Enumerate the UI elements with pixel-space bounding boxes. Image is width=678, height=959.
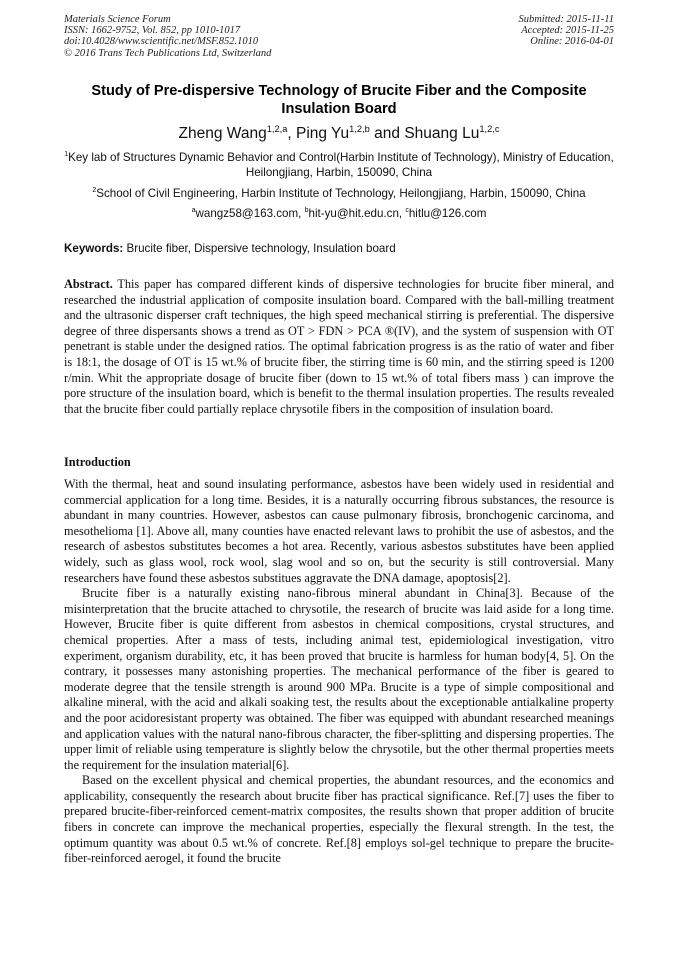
affiliation-2	[64, 186, 614, 201]
issn-line: ISSN: 1662-9752, Vol. 852, pp 1010-1017	[64, 25, 241, 37]
journal-header-left	[64, 14, 271, 59]
author-separator: ,	[287, 125, 296, 142]
paragraph: Based on the excellent physical and chemical properties, the abundant resources, and the economics and applicability, consequently the research about brucite fiber has practical significance. Ref.[7] uses the fiber to prepared brucite-fiber-reinforced cement-matrix composites, the results shown that proper addition of brucite fibers in concrete can improve the mechanical properties, especially the flexural strength. In the test, the optimum quantity was about 0.5 wt.% of concrete. Ref.[8] employs sol-gel technique to prepare the brucite-fiber-reinforced aerogel, it found the brucite	[64, 773, 614, 866]
author-affiliation-mark: 1,2,c	[479, 123, 500, 134]
doi-line: doi:10.4028/www.scientific.net/MSF.852.1010	[64, 36, 259, 48]
affiliation-mark: 2	[92, 187, 97, 195]
author-emails	[64, 206, 614, 221]
affiliation-text: Key lab of Structures Dynamic Behavior and Control(Harbin Institute of Technology), Ministry of Education, Heilongjiang, Harbin, 150090, China	[68, 151, 614, 179]
keywords-line	[64, 241, 614, 256]
email-link[interactable]: wangz58@163.com	[195, 207, 299, 220]
accepted-date: Accepted: 2015-11-25	[521, 25, 614, 37]
journal-header-right	[518, 14, 614, 48]
author-separator: and	[369, 125, 405, 142]
email-mark: a	[191, 207, 196, 215]
email-separator: ,	[398, 207, 406, 220]
paragraph: Brucite fiber is a naturally existing nano-fibrous mineral abundant in China[3]. Because of the misinterpretation that the brucite attached to chrysotile, the research of brucite was laid aside for a long time. However, Brucite fiber is quite different from asbestos in chemical compositions, crystal structures, and chemical properties. After a mass of tests, including animal test, epidemiological investigation, vitro experiment, organism durability, etc, it has been proved that brucite is harmless for human body[4, 5]. On the contrary, it possesses many astonishing properties. The mechanical performance of the fiber is geared to moderate degree that the tensile strength is around 900 MPa. Brucite is a type of simple compositional and alkaline mineral, with the acid and alkali soaking test, the results about the exceptionable antialkaline property and the poor acidoresistant property was obtained. The fiber was equipped with abundant researched meanings and application values with the natural nano-fibrous character, the fiber-splitting and dispersing properties. The upper limit of reliable using temperature is slightly below the chrysotile, but the other thermal properties meets the requirement for the insulation material[6].	[64, 586, 614, 772]
copyright-line: © 2016 Trans Tech Publications Ltd, Switzerland	[64, 47, 272, 59]
abstract	[64, 277, 614, 417]
email-link[interactable]: hit-yu@hit.edu.cn	[308, 207, 399, 220]
author-list	[64, 124, 614, 143]
email-separator: ,	[298, 207, 305, 220]
author-name: Ping Yu	[296, 125, 350, 142]
author-affiliation-mark: 1,2,b	[349, 123, 370, 134]
keywords-text: Brucite fiber, Dispersive technology, Insulation board	[126, 242, 396, 255]
submitted-date: Submitted: 2015-11-11	[518, 14, 614, 25]
email-mark: c	[405, 207, 409, 215]
author-affiliation-mark: 1,2,a	[266, 123, 288, 134]
section-heading-introduction: Introduction	[64, 455, 131, 469]
introduction-body	[64, 477, 614, 867]
affiliation-mark: 1	[64, 151, 69, 159]
paragraph: With the thermal, heat and sound insulating performance, asbestos have been widely used in residential and commercial application for a long time. Besides, it is a naturally occurring fibrous substances, the resource is abundant in many countries. However, asbestos can cause pulmonary fibrosis, bronchogenic carcinoma, and mesothelioma [1]. Above all, many counties have enacted relevant laws to prohibit the use of asbestos, and the research of asbestos substitutes becomes a hot area. Recently, various asbestos substitutes have been applied widely, such as glass wool, rock wool, slag wool and so on, but the security is still controversial. Many researchers have found these asbestos substitues aggravate the DNA damage, apoptosis[2].	[64, 477, 614, 585]
abstract-text: This paper has compared different kinds of dispersive technologies for brucite fiber mineral, and researched the industrial application of composite insulation board. Compared with the ball-milling treatment and the ultrasonic disperser craft techniques, the high speed mechanical stirring is preferential. The dispersive degree of three dispersants shows a trend as OT > FDN > PCA ®(IV), and the system of suspension with OT penetrant is stable under the designed ratios. The optimal fabrication progress is as the ratio of water and fiber is 18:1, the dosage of OT is 15 wt.% of brucite fiber, the stirring time is 60 min, and the stirring speed is 1200 r/min. Whit the appropriate dosage of brucite fiber (down to 15 wt.% of total fibers mass ) can improve the pore structure of the insulation board, which is benefit to the thermal insulation properties. The results revealed that the brucite fiber could partially replace chrysotile fibers in the composition of insulation board.	[64, 277, 614, 416]
abstract-label: Abstract.	[64, 277, 113, 291]
online-date: Online: 2016-04-01	[530, 36, 614, 48]
keywords-label: Keywords:	[64, 242, 124, 255]
journal-name: Materials Science Forum	[64, 14, 171, 25]
author-name: Zheng Wang	[178, 125, 267, 142]
author-name: Shuang Lu	[404, 125, 480, 142]
affiliation-1	[64, 150, 614, 180]
email-mark: b	[304, 207, 309, 215]
paper-title: Study of Pre-dispersive Technology of Brucite Fiber and the Composite Insulation Board	[91, 83, 587, 117]
email-link[interactable]: hitlu@126.com	[408, 207, 487, 220]
affiliation-text: School of Civil Engineering, Harbin Institute of Technology, Heilongjiang, Harbin, 150090, China	[96, 187, 586, 200]
